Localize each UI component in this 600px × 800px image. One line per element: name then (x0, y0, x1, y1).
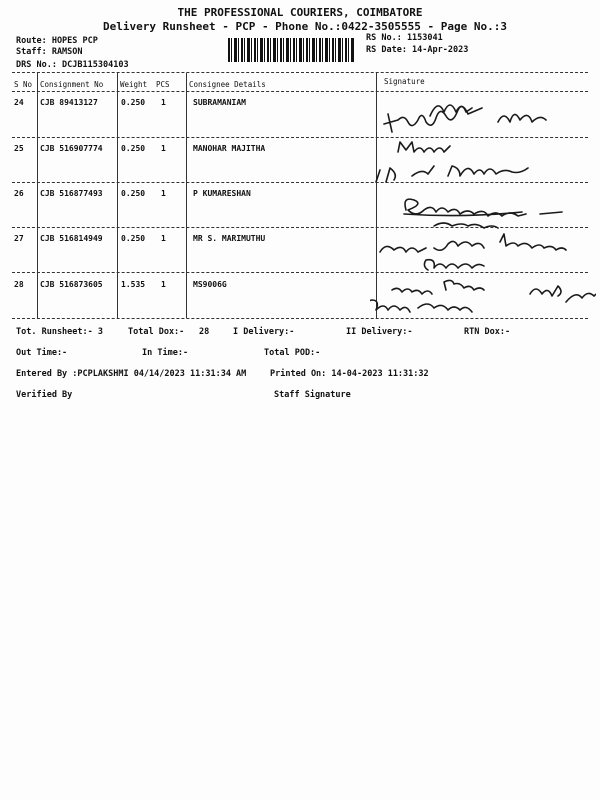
row-weight: 1.535 (121, 280, 146, 289)
col-header-consignment: Consignment No (40, 80, 104, 89)
drs-number: DRS No.: DCJB115304103 (16, 60, 129, 70)
route-label: Route: HOPES PCP (16, 36, 98, 46)
i-delivery: I Delivery:- (233, 327, 295, 337)
out-time: Out Time:- (16, 348, 68, 358)
rtn-dox: RTN Dox:- (464, 327, 511, 337)
row-consignment-no: CJB 516907774 (40, 144, 103, 153)
row-pcs: 1 (161, 98, 166, 107)
entered-by: Entered By :PCPLAKSHMI 04/14/2023 11:31:34 AM (16, 369, 247, 379)
total-dox-label: Total Dox:- (128, 327, 185, 337)
col-header-pcs: PCS (156, 80, 170, 89)
row-sno: 28 (14, 280, 24, 289)
staff-label: Staff: RAMSON (16, 47, 83, 57)
column-divider (117, 73, 118, 318)
row-pcs: 1 (161, 144, 166, 153)
row-consignment-no: CJB 516877493 (40, 189, 103, 198)
barcode (228, 38, 354, 62)
row-consignee: MR S. MARIMUTHU (193, 234, 266, 243)
ii-delivery: II Delivery:- (346, 327, 413, 337)
verified-by: Verified By (16, 390, 73, 400)
rs-date: RS Date: 14-Apr-2023 (366, 45, 469, 55)
row-sno: 26 (14, 189, 24, 198)
in-time: In Time:- (142, 348, 189, 358)
table-bottom-rule (12, 318, 588, 319)
row-pcs: 1 (161, 234, 166, 243)
row-sno: 25 (14, 144, 24, 153)
printed-on: Printed On: 14-04-2023 11:31:32 (270, 369, 429, 379)
row-weight: 0.250 (121, 144, 146, 153)
column-divider (37, 73, 38, 318)
col-header-sno: S No (14, 80, 33, 89)
row-consignee: SUBRAMANIAM (193, 98, 246, 107)
row-pcs: 1 (161, 280, 166, 289)
row-sno: 24 (14, 98, 24, 107)
column-divider (186, 73, 187, 318)
row-weight: 0.250 (121, 98, 146, 107)
total-pod: Total POD:- (264, 348, 321, 358)
row-consignee: MANOHAR MAJITHA (193, 144, 266, 153)
row-sno: 27 (14, 234, 24, 243)
handwritten-signatures (370, 86, 596, 318)
row-consignment-no: CJB 89413127 (40, 98, 98, 107)
row-weight: 0.250 (121, 189, 146, 198)
row-consignment-no: CJB 516814949 (40, 234, 103, 243)
tot-runsheet: Tot. Runsheet:- 3 (16, 327, 103, 337)
table-top-rule (12, 72, 588, 73)
staff-signature: Staff Signature (274, 390, 351, 400)
total-dox-value: 28 (199, 327, 210, 337)
row-consignment-no: CJB 516873605 (40, 280, 103, 289)
col-header-consignee: Consignee Details (189, 80, 266, 89)
row-weight: 0.250 (121, 234, 146, 243)
row-consignee: P KUMARESHAN (193, 189, 251, 198)
col-header-signature: Signature (384, 77, 425, 86)
row-consignee: MS9006G (193, 280, 227, 289)
company-title: THE PROFESSIONAL COURIERS, COIMBATORE (177, 6, 423, 19)
col-header-weight: Weight (120, 80, 148, 89)
rs-number: RS No.: 1153041 (366, 33, 443, 43)
row-pcs: 1 (161, 189, 166, 198)
runsheet-subtitle: Delivery Runsheet - PCP - Phone No.:0422-3505555 - Page No.:3 (103, 20, 507, 33)
